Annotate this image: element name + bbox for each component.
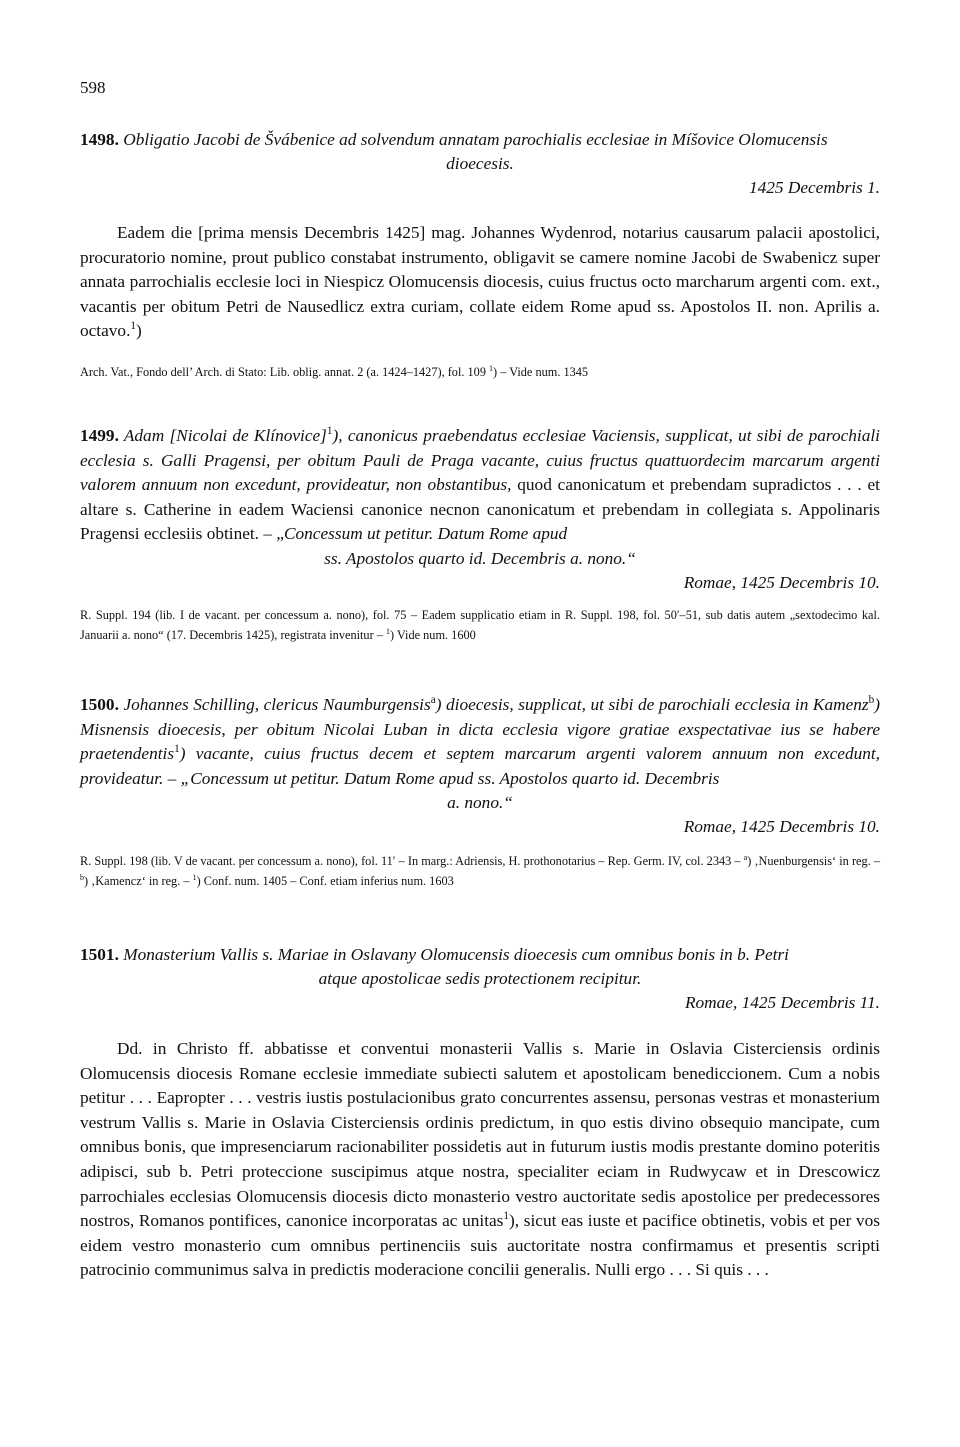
footnote-ref: 1	[503, 1210, 510, 1223]
entry-date: Romae, 1425 Decembris 10.	[683, 817, 880, 836]
entry-heading	[80, 128, 880, 152]
note-text: ) ‚Kamencz‘ in reg. –	[84, 874, 193, 888]
entry-title: Johannes Schilling, clericus Naumburgensis	[123, 695, 431, 714]
entry-date: Romae, 1425 Decembris 10.	[683, 572, 880, 592]
entry-title-end: dioecesis.	[446, 154, 514, 173]
entry-decision-end: ss. Apostolos quarto id. Decembris a. nono.“	[324, 548, 636, 568]
entry-1500	[80, 693, 880, 891]
entry-date: Romae, 1425 Decembris 11.	[684, 993, 880, 1012]
footnote-ref: 1	[174, 743, 180, 756]
note-text: ) ‚Nuenburgensis‘ in reg. –	[747, 854, 880, 868]
body-text: Dd. in Christo ff. abbatisse et conventui monasterii Vallis s. Marie in Oslavia Cisterciensis ordinis Olomucensis diocesis Romane ecclesie immediate subiecti salutem et apostolicam benediccionem. Cum a nobis petitur . . . Eapropter . . . vestris iustis postulacionibus grato concurrentes assensu, personas vestras et monasterium vestrum Vallis s. Marie in Oslavia Cisterciensis ordinis predictum, in quo estis divino obsequio mancipate, cum omnibus bonis, que impresenciarum racionabiliter possidetis aut in futurum iustis modis prestante domino poteritis adipisci, sub b. Petri proteccione suscipimus atque nostra, specialiter eciam in Rudwycaw et in Drescowicz parrochiales ecclesias Olomucensis diocesis dicto monasterio vestro auctoritate sedis apostolice per predecessores nostros, Romanos pontifices, canonice incorporatas ac unitas	[80, 1039, 880, 1231]
body-text: Eadem die [prima mensis Decembris 1425] mag. Johannes Wydenrod, notarius causarum palacii apostolici, procuratorio nomine, prout publico constabat instrumento, obligavit se camere nomine Jacobi de Swabenicz super annata parrochialis ecclesie loci in Niespicz Olomucensis diocesis, cuius fructus octo marcharum argenti com. ext., vacantis per obitum Petri de Nausedlicz extra curiam, collate eidem Rome apud ss. Apostolos II. non. Aprilis a. octavo.	[80, 223, 880, 341]
entry-body	[80, 1037, 880, 1283]
body-text-end: )	[136, 321, 142, 341]
footnote-ref-b: b	[868, 694, 875, 707]
entry-decision: Concessum ut petitur. Datum Rome apud	[283, 524, 568, 543]
entry-title: Obligatio Jacobi de Švábenice ad solvendum annatam parochialis ecclesiae in Míšovice Olomucensis	[123, 130, 828, 149]
note-ref: b	[80, 872, 84, 882]
entry-note	[80, 362, 880, 382]
entry-note	[80, 851, 880, 891]
entry-note	[80, 605, 880, 645]
note-ref: 1	[192, 872, 197, 882]
footnote-ref: 1	[130, 320, 137, 333]
entry-number: 1499.	[80, 426, 119, 445]
entry-date: 1425 Decembris 1.	[748, 178, 880, 197]
entry-body	[80, 221, 880, 344]
entry-1499	[80, 424, 880, 645]
note-text-end: ) Conf. num. 1405 – Conf. etiam inferius num. 1603	[196, 874, 454, 888]
entry-title: Monasterium Vallis s. Mariae in Oslavany Olomucensis dioecesis cum omnibus bonis in b. Petri	[123, 945, 789, 964]
entry-heading	[80, 693, 880, 791]
entry-title: Adam [Nicolai de Klínovice]	[123, 426, 327, 445]
entry-title-cont: ) dioecesis, supplicat, ut sibi de parochiali ecclesia in Kamenz	[435, 695, 869, 714]
note-text: Arch. Vat., Fondo dell’ Arch. di Stato: Lib. oblig. annat. 2 (a. 1424–1427), fol. 109	[80, 364, 490, 379]
body-text-end: ), sicut eas iuste et pacifice obtinetis, vobis et per vos eidem vestro monasterio cum omnibus pertinenciis suis auctoritate nostra confirmamus et presentis scripti patrocinio communimus salva in predictis moderacione concilii generalis. Nulli ergo . . . Si quis . . .	[80, 1211, 881, 1280]
entry-title-cont: ) Misnensis dioecesis, per obitum Nicolai Luban in dicta ecclesia vigore gratiae exspectativae ius se habere praetendentis	[80, 695, 881, 763]
entry-1498	[80, 128, 880, 382]
entry-title-end: atque apostolicae sedis protectionem recipitur.	[318, 969, 642, 988]
note-ref: 1	[385, 626, 390, 636]
note-text-end: ) Vide num. 1600	[389, 627, 476, 642]
note-ref: a	[743, 852, 748, 862]
entry-heading	[80, 943, 880, 967]
page-number: 598	[80, 78, 106, 97]
note-ref: 1	[489, 363, 494, 373]
footnote-ref: 1	[326, 425, 333, 438]
entry-text: quod canonicatum et prebendam supradictos . . . et altare s. Catherine in eadem Waciensi canonice necnon canonicatum et prebendam in collegiata s. Appolinaris Pragensi ecclesiis obtinet. – „	[80, 475, 880, 543]
entry-decision-end: a. nono.“	[447, 793, 513, 812]
entry-number: 1501.	[80, 945, 119, 964]
entry-number: 1498.	[80, 130, 119, 149]
note-text-end: ) – Vide num. 1345	[493, 364, 589, 379]
footnote-ref-a: a	[430, 694, 436, 707]
note-text: R. Suppl. 194 (lib. I de vacant. per concessum a. nono), fol. 75 – Eadem supplicatio etiam in R. Suppl. 198, fol. 50′–51, sub datis autem „sextodecimo kal. Januarii a. nono“ (17. Decembris 1425), registrata invenitur –	[80, 607, 880, 642]
entry-title-cont: ) vacante, cuius fructus decem et septem marcarum argenti valorem annuum non excedunt, provideatur. – „Concessum ut petitur. Datum Rome apud ss. Apostolos quarto id. Decembris	[80, 744, 880, 788]
entry-title-cont: ), canonicus praebendatus ecclesiae Vaciensis, supplicat, ut sibi de parochiali ecclesia s. Galli Pragensi, per obitum Pauli de Praga vacante, cuius fructus quattuordecim marcarum argenti valorem annuum non excedunt, provideatur, non obstantibus,	[80, 426, 880, 494]
entry-number: 1500.	[80, 695, 119, 714]
note-text: R. Suppl. 198 (lib. V de vacant. per concessum a. nono), fol. 11′ – In marg.: Adriensis, H. prothonotarius – Rep. Germ. IV, col. 2343 –	[80, 854, 744, 868]
entry-heading	[80, 424, 880, 547]
entry-1501	[80, 943, 880, 1283]
